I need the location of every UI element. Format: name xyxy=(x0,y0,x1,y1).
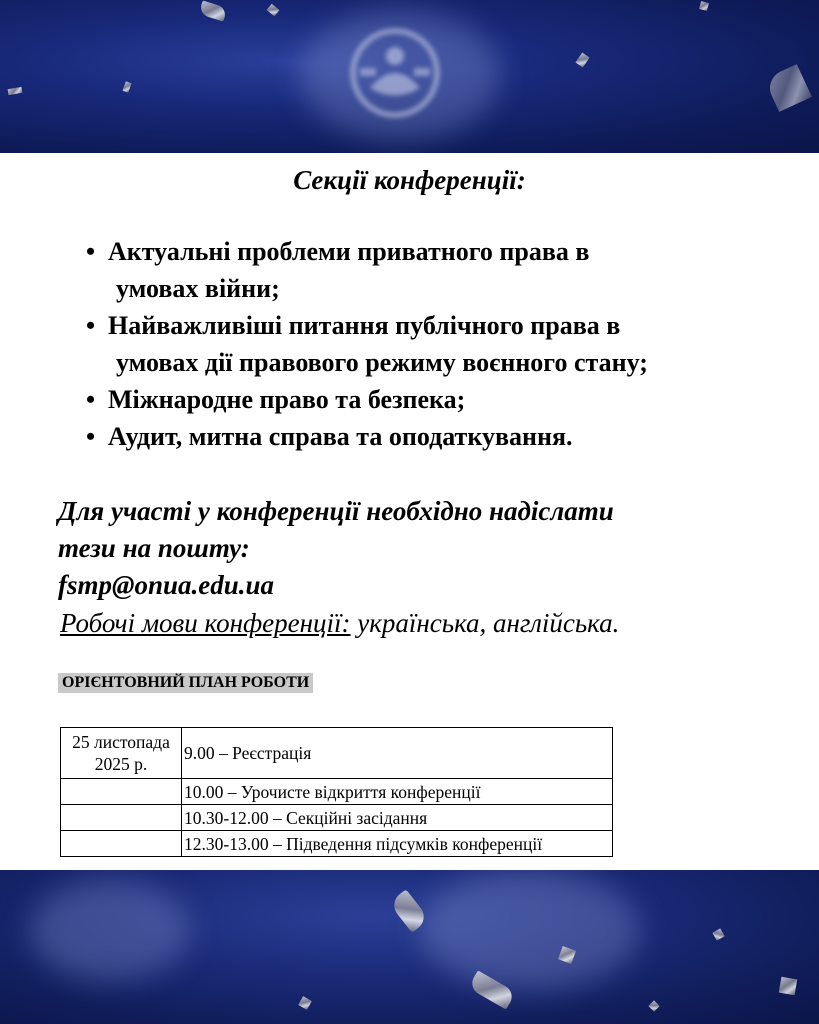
schedule-table xyxy=(60,727,613,857)
sections-title: Секції конференції: xyxy=(293,165,526,195)
confetti-flake xyxy=(122,81,131,92)
date-line2: 2025 р. xyxy=(94,754,148,774)
section-item-line2: умовах війни; xyxy=(116,274,280,303)
section-item xyxy=(86,381,786,418)
confetti-flake xyxy=(699,1,709,11)
table-row xyxy=(61,831,613,857)
date-line1: 25 листопада xyxy=(72,732,170,752)
confetti-flake xyxy=(298,996,312,1010)
confetti-flake xyxy=(712,928,724,940)
confetti-flake xyxy=(8,87,23,95)
table-row xyxy=(61,779,613,805)
confetti-flake xyxy=(267,4,280,17)
top-decorative-banner xyxy=(0,0,819,153)
section-item xyxy=(86,418,786,455)
section-item-line1: Актуальні проблеми приватного права в xyxy=(108,237,590,266)
participation-info xyxy=(58,493,778,604)
participation-line2: тези на пошту: xyxy=(58,533,250,563)
bullet: • xyxy=(86,385,96,414)
section-item-line2: умовах дії правового режиму воєнного стану; xyxy=(116,348,648,377)
participation-line1: Для участі у конференції необхідно надіслати xyxy=(58,496,614,526)
event-cell: 12.30-13.00 – Підведення підсумків конференції xyxy=(182,831,613,857)
plan-title: ОРІЄНТОВНИЙ ПЛАН РОБОТИ xyxy=(58,673,313,693)
confetti-flake xyxy=(764,64,812,112)
banner-glow xyxy=(420,870,640,990)
table-row xyxy=(61,728,613,779)
working-languages xyxy=(60,605,780,641)
event-cell: 10.00 – Урочисте відкриття конференції xyxy=(182,779,613,805)
date-cell-empty xyxy=(61,779,182,805)
section-item xyxy=(86,233,786,307)
bullet: • xyxy=(86,311,96,340)
section-item xyxy=(86,307,786,381)
contact-email: fsmp@onua.edu.ua xyxy=(58,570,275,600)
event-cell: 10.30-12.00 – Секційні засідання xyxy=(182,805,613,831)
confetti-flake xyxy=(575,53,589,68)
confetti-flake xyxy=(648,1000,659,1011)
main-content xyxy=(0,153,819,870)
date-cell xyxy=(61,728,182,779)
bottom-decorative-banner xyxy=(0,870,819,1024)
university-emblem-icon xyxy=(340,18,450,128)
date-cell-empty xyxy=(61,805,182,831)
date-cell-empty xyxy=(61,831,182,857)
section-item-line1: Найважливіші питання публічного права в xyxy=(108,311,621,340)
sections-list xyxy=(86,233,786,455)
section-item-line1: Аудит, митна справа та оподаткування. xyxy=(108,422,573,451)
section-item-line1: Міжнародне право та безпека; xyxy=(108,385,466,414)
bullet: • xyxy=(86,422,96,451)
confetti-flake xyxy=(779,977,798,996)
table-row xyxy=(61,805,613,831)
banner-glow xyxy=(30,880,190,980)
languages-label: Робочі мови конференції: xyxy=(60,608,351,638)
confetti-flake xyxy=(198,0,227,21)
bullet: • xyxy=(86,237,96,266)
languages-value: українська, англійська. xyxy=(350,608,620,638)
event-cell: 9.00 – Реєстрація xyxy=(182,728,613,779)
